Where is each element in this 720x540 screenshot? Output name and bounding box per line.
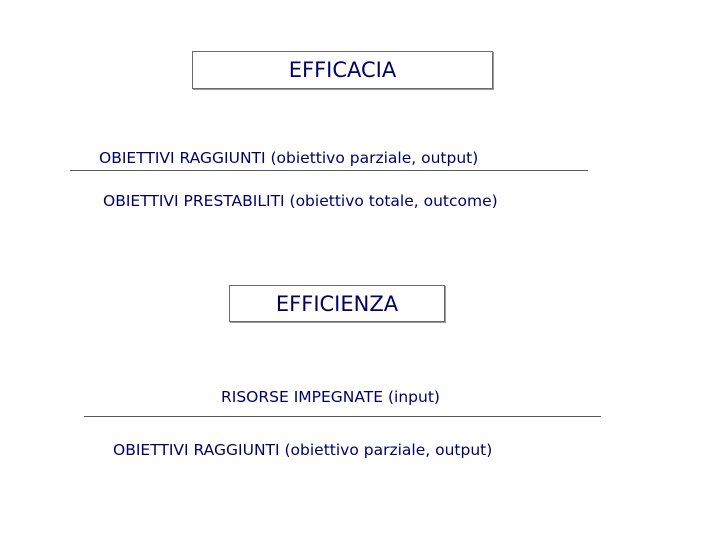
efficienza-denominator: OBIETTIVI RAGGIUNTI (obiettivo parziale, output) [113, 441, 493, 459]
efficienza-title: EFFICIENZA [275, 291, 399, 316]
efficacia-fraction-line [70, 170, 588, 171]
efficienza-title-box [229, 285, 445, 322]
efficacia-title-box [192, 51, 493, 89]
efficacia-title: EFFICACIA [288, 58, 397, 82]
efficacia-denominator: OBIETTIVI PRESTABILITI (obiettivo totale, outcome) [103, 192, 498, 210]
efficienza-numerator: RISORSE IMPEGNATE (input) [221, 388, 440, 406]
efficienza-fraction-line [84, 416, 601, 417]
efficacia-numerator: OBIETTIVI RAGGIUNTI (obiettivo parziale, output) [99, 149, 479, 167]
